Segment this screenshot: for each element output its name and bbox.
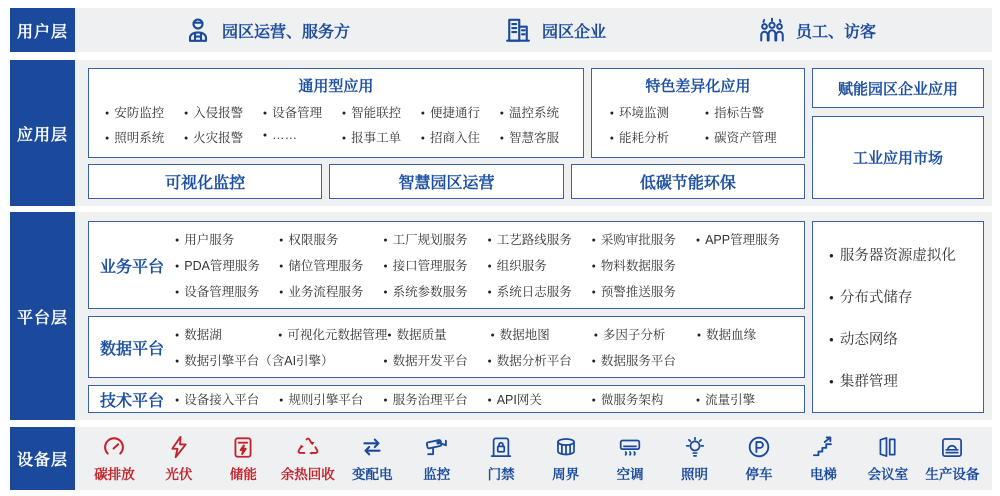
- gauge-icon: [101, 434, 127, 460]
- data-platform-grid: [175, 317, 804, 377]
- banner-low-carbon: 低碳节能环保: [571, 164, 805, 199]
- infra-item: ● 动态网络: [829, 328, 983, 349]
- platform-service-item: ● 储位管理服务: [279, 256, 383, 274]
- device-meeting-room: [859, 434, 917, 483]
- device-label: 储能: [229, 467, 257, 482]
- platform-service-item: ● 系统参数服务: [383, 282, 487, 300]
- app-item: ● 指标告警: [705, 103, 800, 121]
- device-label: 余热回收: [280, 467, 335, 482]
- battery-storage-icon: [230, 434, 256, 460]
- app-item: ● 智慧客服: [500, 128, 579, 146]
- banner-smart-park-operation: 智慧园区运营: [329, 164, 563, 199]
- user-group-label: 员工、访客: [796, 23, 877, 41]
- tech-platform-title: 技术平台: [99, 392, 164, 410]
- platform-service-item: ● 数据湖: [175, 325, 278, 343]
- device-label: 碳排放: [94, 467, 135, 482]
- platform-service-item: ● 流量引擎: [696, 390, 800, 408]
- app-item: ● 安防监控: [105, 103, 184, 121]
- special-applications-grid: [596, 96, 800, 153]
- platform-service-item: ● API网关: [487, 390, 591, 408]
- business-platform-grid: [175, 222, 804, 308]
- device-label: 生产设备: [925, 467, 980, 482]
- platform-service-item: ● 设备管理服务: [175, 282, 279, 300]
- platform-service-item: ● 微服务架构: [592, 390, 696, 408]
- application-banner-row: [88, 164, 805, 199]
- platform-service-item: ● 系统日志服务: [487, 282, 591, 300]
- device-production-equipment: [923, 434, 981, 483]
- app-item: ● 招商入住: [421, 128, 500, 146]
- infra-item: ● 集群管理: [829, 370, 983, 391]
- user-layer-label: [10, 8, 75, 52]
- app-item: ● 入侵报警: [184, 103, 263, 121]
- visitors-group-icon: [757, 15, 787, 45]
- platform-service-item: ● 业务流程服务: [279, 282, 383, 300]
- perimeter-icon: [553, 434, 579, 460]
- exchange-arrows-icon: [359, 434, 385, 460]
- application-layer-label-text: 应用层: [16, 126, 68, 144]
- device-label: 监控: [423, 467, 451, 482]
- application-left-column: [88, 68, 805, 199]
- infrastructure-box: [812, 221, 984, 413]
- application-top-row: [88, 68, 805, 158]
- enterprise-building-icon: [503, 15, 533, 45]
- platform-service-item: ● 数据地图: [491, 325, 594, 343]
- platform-service-item: ● 可视化元数据管理: [278, 325, 387, 343]
- device-perimeter: [537, 434, 595, 483]
- application-layer-content: [75, 60, 992, 206]
- device-label: 停车: [745, 467, 773, 482]
- app-item: ● 报事工单: [342, 128, 421, 146]
- data-platform-row: [175, 325, 800, 343]
- business-platform-row: [175, 256, 800, 274]
- general-applications-title: 通用型应用: [298, 78, 374, 95]
- device-layer-label-text: 设备层: [16, 452, 68, 469]
- data-platform-row: [175, 351, 800, 369]
- device-label: 光伏: [165, 467, 193, 482]
- cctv-icon: [424, 434, 450, 460]
- platform-service-item: ● 组织服务: [487, 256, 591, 274]
- device-label: 门禁: [487, 467, 515, 482]
- tech-platform-box: [88, 385, 805, 413]
- device-layer-band: [10, 427, 992, 490]
- business-platform-row: [175, 282, 800, 300]
- recycle-icon: [295, 434, 321, 460]
- platform-service-item: ● 设备接入平台: [175, 390, 279, 408]
- platform-service-item: ● 工艺路线服务: [487, 230, 591, 248]
- platform-layer-band: [10, 212, 992, 420]
- platform-layer-content: [75, 212, 992, 420]
- device-energy-storage: [214, 434, 272, 483]
- special-applications-box: [591, 68, 805, 158]
- platform-service-item: ● 数据分析平台: [487, 351, 591, 369]
- app-item: ● ……: [263, 128, 342, 146]
- app-item: ● 火灾报警: [184, 128, 263, 146]
- device-solar-pv: [150, 434, 208, 483]
- user-layer-label-text: 用户层: [16, 23, 68, 41]
- air-conditioner-icon: [617, 434, 643, 460]
- platform-service-item: ● 工厂规划服务: [383, 230, 487, 248]
- app-item: ● 便捷通行: [421, 103, 500, 121]
- business-platform-title: 业务平台: [99, 258, 164, 276]
- business-platform-row: [175, 230, 800, 248]
- platform-service-item: ● 预警推送服务: [592, 282, 696, 300]
- device-layer-content: [75, 427, 992, 490]
- infra-item: ● 服务器资源虚拟化: [829, 244, 983, 265]
- user-group-label: 园区运营、服务方: [222, 23, 351, 41]
- platform-layer-label: [10, 212, 75, 420]
- device-label: 空调: [616, 467, 644, 482]
- app-item: ● 智能联控: [342, 103, 421, 121]
- user-layer-content: [75, 8, 992, 52]
- meeting-room-icon: [875, 434, 901, 460]
- user-group-label: 园区企业: [542, 23, 607, 41]
- device-air-conditioner: [601, 434, 659, 483]
- platform-service-item: ● 数据血缘: [697, 325, 800, 343]
- device-power-distribution: [343, 434, 401, 483]
- user-group-enterprises: [503, 15, 606, 45]
- general-applications-grid: [93, 96, 579, 153]
- device-carbon-emission: [85, 434, 143, 483]
- production-equipment-icon: [939, 434, 965, 460]
- application-layer-band: [10, 60, 992, 206]
- platform-service-item: ● 权限服务: [279, 230, 383, 248]
- platform-service-item: ● 接口管理服务: [383, 256, 487, 274]
- infra-item: ● 分布式储存: [829, 286, 983, 307]
- platform-service-item: ● 采购审批服务: [592, 230, 696, 248]
- device-lighting: [666, 434, 724, 483]
- general-applications-box: [88, 68, 584, 158]
- special-applications-title: 特色差异化应用: [645, 78, 751, 95]
- user-layer-band: [10, 8, 992, 52]
- data-platform-title: 数据平台: [99, 340, 164, 358]
- platform-service-item: ● 用户服务: [175, 230, 279, 248]
- device-parking: [730, 434, 788, 483]
- tech-platform-grid: [175, 386, 804, 412]
- data-platform-box: [88, 316, 805, 378]
- lightbulb-icon: [682, 434, 708, 460]
- device-elevator: [794, 434, 852, 483]
- platform-service-item: ● PDA管理服务: [175, 256, 279, 274]
- app-item: ● 设备管理: [263, 103, 342, 121]
- industrial-app-market-box: 工业应用市场: [812, 116, 984, 199]
- app-item: ● 照明系统: [105, 128, 184, 146]
- platform-service-item: ● 服务治理平台: [383, 390, 487, 408]
- platform-service-item: ● APP管理服务: [696, 230, 800, 248]
- lightning-icon: [166, 434, 192, 460]
- device-label: 周界: [552, 467, 580, 482]
- device-label: 照明: [681, 467, 709, 482]
- platform-service-item: ● 多因子分析: [594, 325, 697, 343]
- platform-service-item: ● 数据质量: [387, 325, 490, 343]
- lock-icon: [488, 434, 514, 460]
- platform-service-item: ● 数据引擎平台（含AI引擎）: [175, 351, 383, 369]
- application-layer-label: [10, 60, 75, 206]
- enable-enterprise-apps-box: 赋能园区企业应用: [812, 68, 984, 108]
- device-layer-label: [10, 427, 75, 490]
- platform-service-item: ● 数据服务平台: [592, 351, 696, 369]
- platform-service-item: ● 数据开发平台: [383, 351, 487, 369]
- user-group-staff-visitors: [757, 15, 876, 45]
- business-platform-box: [88, 221, 805, 309]
- escalator-icon: [810, 434, 836, 460]
- parking-icon: [746, 434, 772, 460]
- worker-icon: [183, 15, 213, 45]
- app-item: ● 环境监测: [610, 103, 705, 121]
- app-item: ● 碳资产管理: [705, 128, 800, 146]
- user-group-operators: [183, 15, 350, 45]
- device-waste-heat-recovery: [279, 434, 337, 483]
- device-label: 变配电: [352, 467, 393, 482]
- platform-service-item: ● 物料数据服务: [592, 256, 696, 274]
- platform-left-column: [88, 221, 805, 413]
- platform-layer-label-text: 平台层: [16, 309, 68, 327]
- tech-platform-row: [175, 390, 800, 408]
- app-item: ● 能耗分析: [610, 128, 705, 146]
- app-item: ● 温控系统: [500, 103, 579, 121]
- banner-visual-monitoring: 可视化监控: [88, 164, 322, 199]
- application-right-column: [812, 68, 984, 199]
- device-label: 会议室: [867, 467, 909, 482]
- device-access-control: [472, 434, 530, 483]
- platform-service-item: ● 规则引擎平台: [279, 390, 383, 408]
- device-surveillance: [408, 434, 466, 483]
- device-label: 电梯: [809, 467, 837, 482]
